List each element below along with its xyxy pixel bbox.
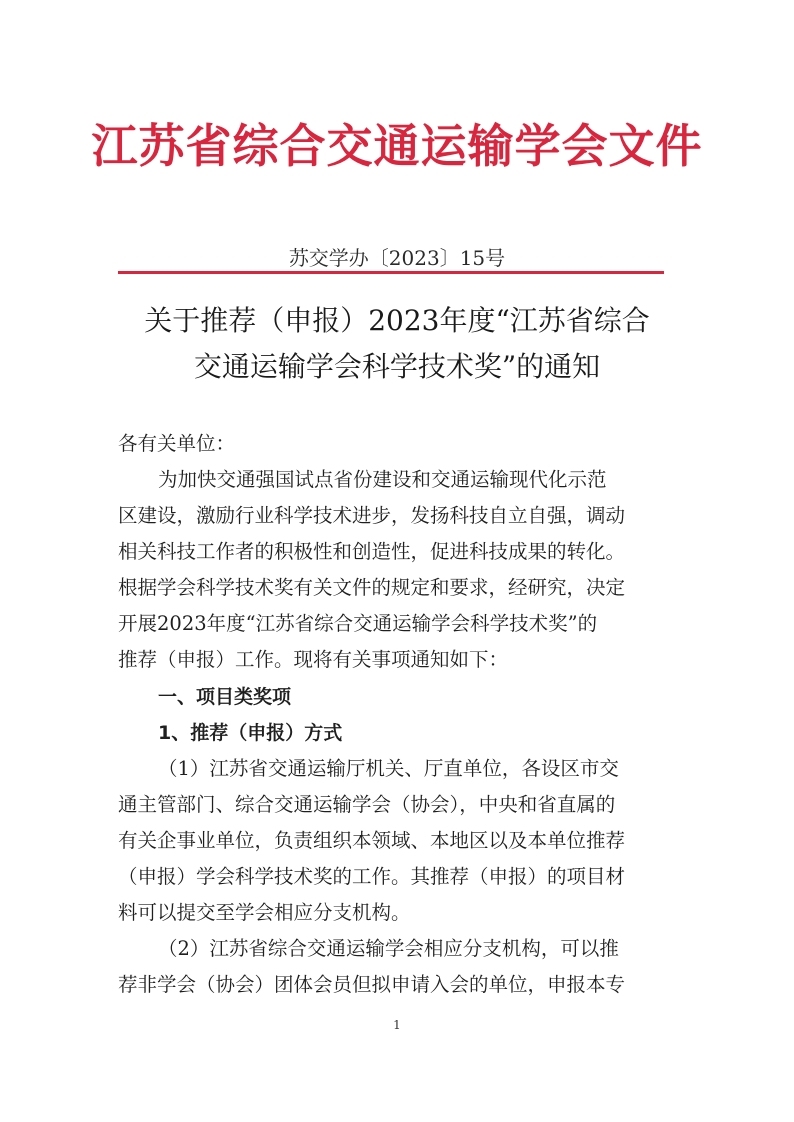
notice-title-line: 关于推荐（申报）2023年度“江苏省综合 bbox=[144, 304, 650, 337]
document-header-title: 江苏省综合交通运输学会文件 bbox=[91, 119, 703, 173]
intro-line: 推荐（申报）工作。现将有关事项通知如下： bbox=[118, 648, 509, 671]
notice-title-line: 交通运输学会科学技术奖”的通知 bbox=[193, 350, 601, 383]
section-heading: 一、项目类奖项 bbox=[158, 686, 292, 708]
notice-title bbox=[60, 298, 734, 390]
paragraph-line: 通主管部门、综合交通运输学会（协会），中央和省直属的 bbox=[118, 793, 616, 816]
intro-line: 开展2023年度“江苏省综合交通运输学会科学技术奖”的 bbox=[118, 612, 598, 635]
paragraph-line: （申报）学会科学技术奖的工作。其推荐（申报）的项目材 bbox=[118, 865, 626, 888]
salutation: 各有关单位： bbox=[118, 432, 236, 455]
paragraph-line: 料可以提交至学会相应分支机构。 bbox=[118, 901, 411, 924]
intro-line: 根据学会科学技术奖有关文件的规定和要求，经研究，决定 bbox=[118, 576, 626, 599]
paragraph-line: （2）江苏省综合交通运输学会相应分支机构，可以推 bbox=[158, 937, 619, 960]
page-number: 1 bbox=[393, 1018, 401, 1032]
subsection-heading: 1、推荐（申报）方式 bbox=[158, 722, 343, 744]
intro-line: 区建设，激励行业科学技术进步，发扬科技自立自强，调动 bbox=[118, 504, 626, 527]
intro-line: 为加快交通强国试点省份建设和交通运输现代化示范 bbox=[158, 468, 607, 491]
paragraph-line: （1）江苏省交通运输厅机关、厅直单位，各设区市交 bbox=[158, 757, 619, 780]
red-divider-line bbox=[118, 271, 664, 274]
document-number: 苏交学办〔2023〕15号 bbox=[288, 246, 506, 270]
intro-line: 相关科技工作者的积极性和创造性，促进科技成果的转化。 bbox=[118, 540, 626, 563]
paragraph-line: 有关企事业单位，负责组织本领域、本地区以及本单位推荐 bbox=[118, 829, 626, 852]
paragraph-line: 荐非学会（协会）团体会员但拟申请入会的单位，申报本专 bbox=[118, 973, 626, 996]
notice-body bbox=[118, 426, 678, 1003]
